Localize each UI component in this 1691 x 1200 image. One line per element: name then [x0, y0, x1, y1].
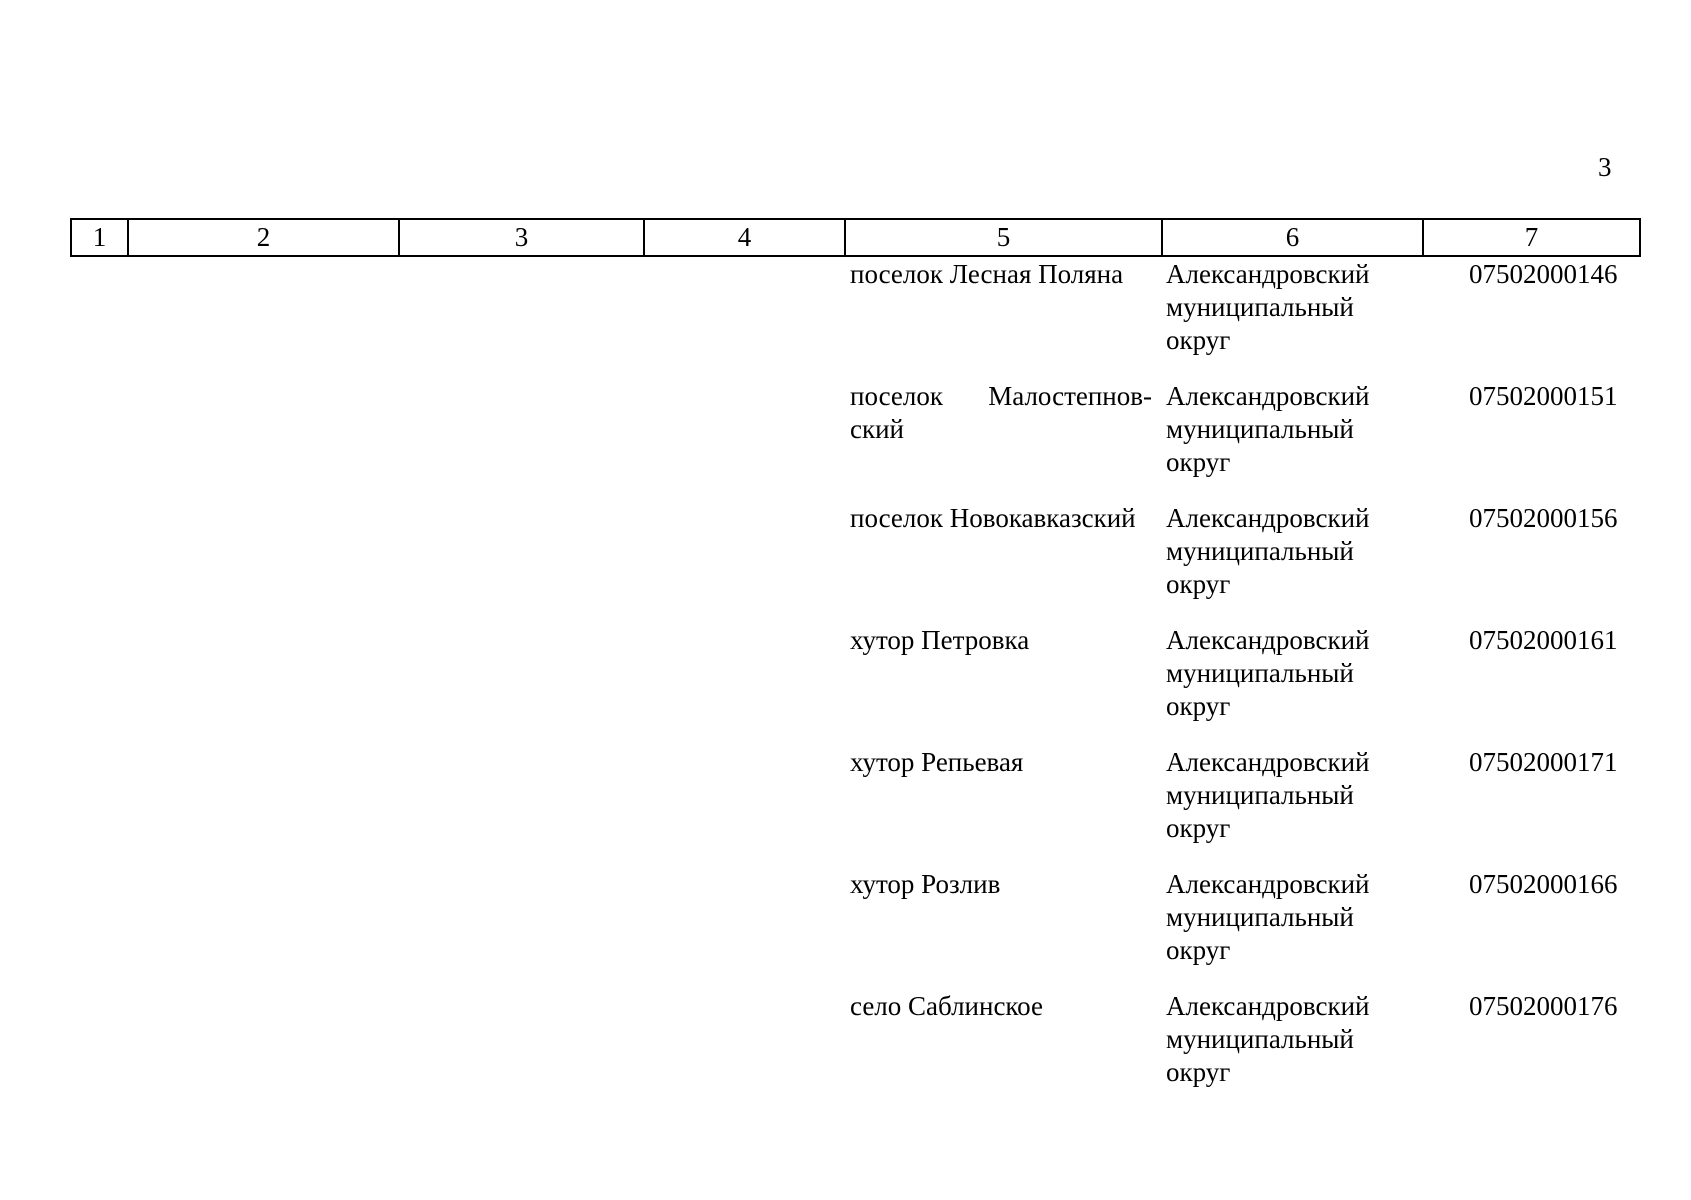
locality-name: хутор Розлив [850, 869, 1001, 899]
header-cell-4: 4 [644, 219, 845, 256]
column-number-header [70, 218, 1641, 257]
locality-name: поселок Новокавказский [850, 503, 1136, 533]
oktmo-code: 07502000156 [1469, 503, 1618, 533]
municipal-district: Александровский муниципальный округ [1166, 503, 1370, 599]
municipal-district: Александровский муниципальный округ [1166, 869, 1370, 965]
oktmo-code: 07502000161 [1469, 625, 1618, 655]
oktmo-code: 07502000171 [1469, 747, 1618, 777]
oktmo-code: 07502000146 [1469, 259, 1618, 289]
oktmo-code: 07502000166 [1469, 869, 1618, 899]
locality-name: хутор Репьевая [850, 747, 1024, 777]
header-cell-3: 3 [399, 219, 644, 256]
municipal-district: Александровский муниципальный округ [1166, 991, 1370, 1087]
oktmo-code: 07502000151 [1469, 381, 1618, 411]
header-cell-2: 2 [128, 219, 399, 256]
locality-name: поселок Лесная Поляна [850, 259, 1124, 289]
locality-name: хутор Петровка [850, 625, 1030, 655]
header-row [71, 219, 1640, 256]
table-row [0, 746, 1691, 868]
header-cell-7: 7 [1423, 219, 1640, 256]
table-row [0, 990, 1691, 1112]
municipal-district: Александровский муниципальный округ [1166, 625, 1370, 721]
table-row [0, 502, 1691, 624]
municipal-district: Александровский муниципальный округ [1166, 747, 1370, 843]
table-row [0, 258, 1691, 380]
locality-list [0, 258, 1691, 1112]
table-row [0, 380, 1691, 502]
header-cell-5: 5 [845, 219, 1162, 256]
municipal-district: Александровский муниципальный округ [1166, 381, 1370, 477]
municipal-district: Александровский муниципальный округ [1166, 259, 1370, 355]
locality-name: поселок Малостепнов-ский [850, 381, 1152, 444]
table-row [0, 624, 1691, 746]
header-cell-6: 6 [1162, 219, 1423, 256]
header-cell-1: 1 [71, 219, 128, 256]
page-number: 3 [1598, 152, 1612, 182]
locality-name: село Саблинское [850, 991, 1043, 1021]
table-row [0, 868, 1691, 990]
oktmo-code: 07502000176 [1469, 991, 1618, 1021]
